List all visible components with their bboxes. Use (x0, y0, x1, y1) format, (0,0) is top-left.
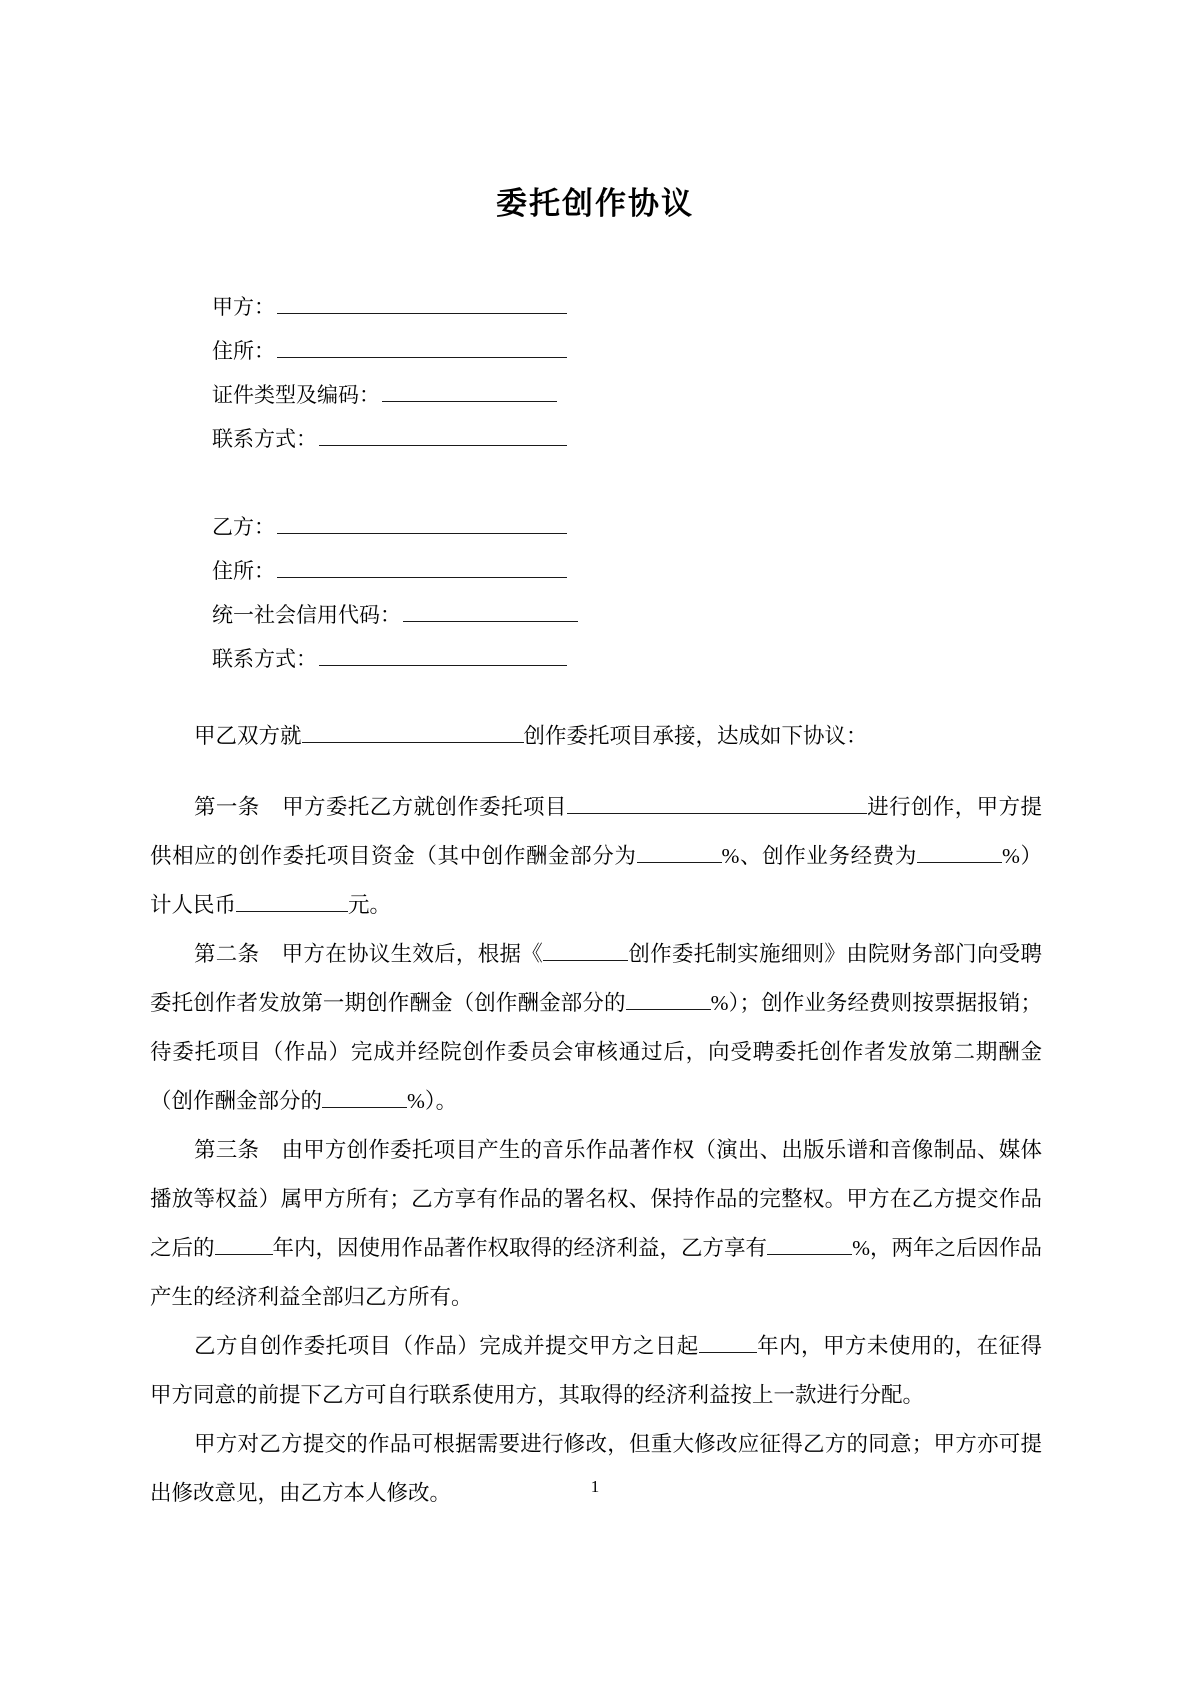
article-2-first-payment-blank[interactable] (626, 991, 711, 1010)
article-1-number: 第一条 (194, 794, 260, 819)
party-b-address-label: 住所： (212, 559, 275, 583)
party-a-contact-blank[interactable] (319, 425, 567, 446)
article-2-seg-2: 创作委托制实施细则》由院财务部门向受聘委托创作者发放第一期创作酬金（创作酬金部分的 (150, 941, 1042, 1015)
paragraph-4 (150, 1322, 1042, 1420)
party-b-name-label: 乙方： (212, 515, 275, 539)
party-b-contact-row (212, 637, 1190, 681)
party-a-address-label: 住所： (212, 339, 275, 363)
party-b-credit-code-blank[interactable] (403, 601, 578, 622)
article-3-seg-2: 年内，因使用作品著作权取得的经济利益，乙方享有 (272, 1235, 768, 1260)
party-b-name-blank[interactable] (277, 513, 567, 534)
party-a-id-label: 证件类型及编码： (212, 383, 380, 407)
article-1-seg-4: %）计人民币 (150, 843, 1042, 917)
party-a-name-row (212, 285, 1190, 329)
article-2-number: 第二条 (194, 941, 260, 966)
article-1-expense-percent-blank[interactable] (917, 844, 1002, 863)
party-b-name-row (212, 505, 1190, 549)
article-1-seg-5: 元。 (348, 892, 392, 917)
party-a-contact-label: 联系方式： (212, 427, 317, 451)
intro-text-before: 甲乙双方就 (194, 724, 302, 748)
article-2-seg-4: %）。 (407, 1088, 458, 1113)
party-divider (212, 461, 1190, 505)
article-1-fee-percent-blank[interactable] (637, 844, 722, 863)
article-3-share-percent-blank[interactable] (767, 1236, 852, 1255)
party-a-block (212, 285, 1190, 681)
article-1-project-blank[interactable] (567, 795, 867, 814)
article-2-regulation-blank[interactable] (543, 942, 628, 961)
page-title: 委托创作协议 (496, 186, 694, 221)
intro-text-after: 创作委托项目承接，达成如下协议： (523, 724, 868, 748)
article-2-second-payment-blank[interactable] (322, 1089, 407, 1108)
party-b-address-row (212, 549, 1190, 593)
article-1 (150, 783, 1042, 930)
party-a-id-blank[interactable] (382, 381, 557, 402)
article-3-seg-3: %，两年之后因作品产生的经济利益全部归乙方所有。 (150, 1235, 1042, 1309)
paragraph-4-years-blank[interactable] (699, 1334, 757, 1353)
party-a-contact-row (212, 417, 1190, 461)
article-2-seg-1: 甲方在协议生效后，根据《 (281, 941, 544, 966)
article-1-seg-3: %、创作业务经费为 (721, 843, 917, 868)
party-b-credit-code-label: 统一社会信用代码： (212, 603, 401, 627)
intro-project-blank[interactable] (302, 724, 524, 743)
page-number: 1 (590, 1477, 600, 1496)
agreement-body (150, 711, 1042, 1518)
paragraph-4-seg-1: 乙方自创作委托项目（作品）完成并提交甲方之日起 (194, 1333, 699, 1358)
party-b-contact-label: 联系方式： (212, 647, 317, 671)
party-b-credit-code-row (212, 593, 1190, 637)
party-a-name-blank[interactable] (277, 293, 567, 314)
article-3-seg-1: 由甲方创作委托项目产生的音乐作品著作权（演出、出版乐谱和音像制品、媒体播放等权益）属甲方所有；乙方享有作品的署名权、保持作品的完整权。甲方在乙方提交作品之后的 (150, 1137, 1042, 1260)
party-a-id-row (212, 373, 1190, 417)
article-1-seg-2: 进行创作，甲方提供相应的创作委托项目资金（其中创作酬金部分为 (150, 794, 1042, 868)
party-b-contact-blank[interactable] (319, 645, 567, 666)
party-a-address-row (212, 329, 1190, 373)
agreement-intro (150, 711, 1042, 761)
article-2-seg-3: %）；创作业务经费则按票据报销；待委托项目（作品）完成并经院创作委员会审核通过后，向受聘委托创作者发放第二期酬金（创作酬金部分的 (150, 990, 1042, 1113)
paragraph-5: 甲方对乙方提交的作品可根据需要进行修改，但重大修改应征得乙方的同意；甲方亦可提出修改意见，由乙方本人修改。 (150, 1431, 1042, 1505)
article-1-amount-blank[interactable] (236, 893, 348, 912)
paragraph-4-seg-2: 年内，甲方未使用的，在征得甲方同意的前提下乙方可自行联系使用方，其取得的经济利益按上一款进行分配。 (150, 1333, 1042, 1407)
article-2 (150, 930, 1042, 1126)
article-1-seg-1: 甲方委托乙方就创作委托项目 (281, 794, 567, 819)
article-3 (150, 1126, 1042, 1322)
party-a-name-label: 甲方： (212, 295, 275, 319)
party-b-address-blank[interactable] (277, 557, 567, 578)
party-a-address-blank[interactable] (277, 337, 567, 358)
article-3-number: 第三条 (194, 1137, 260, 1162)
article-3-years-blank[interactable] (215, 1236, 273, 1255)
